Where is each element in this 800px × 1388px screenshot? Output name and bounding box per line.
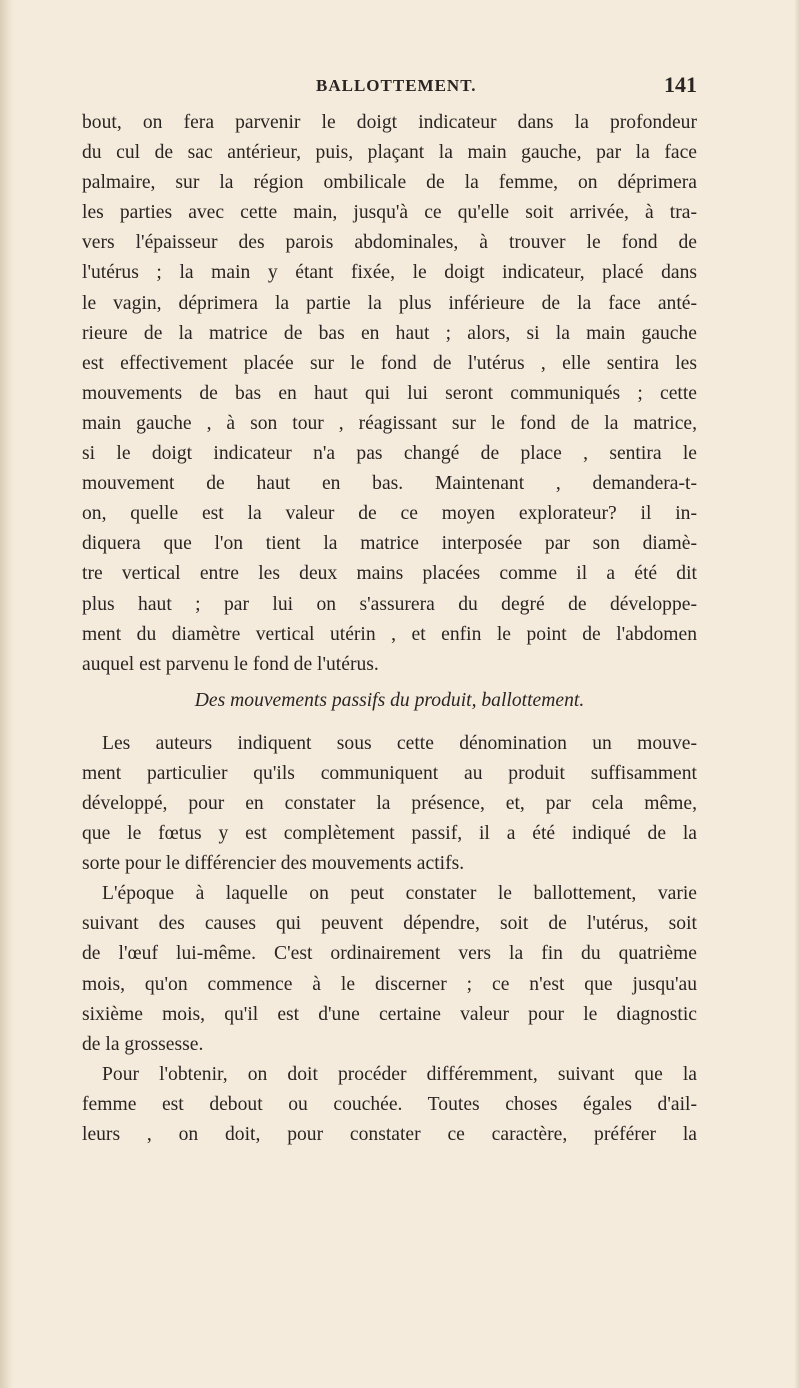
text-line: sorte pour le différencier des mouvements actifs. <box>82 853 465 875</box>
text-line: sixième mois, qu'il est d'une certaine valeur pour le diagnostic <box>82 1003 697 1025</box>
text-line: de l'œuf lui-même. C'est ordinairement vers la fin du quatrième <box>82 943 697 965</box>
text-line: que le fœtus y est complètement passif, il a été indiqué de la <box>82 823 697 845</box>
text-line: ment du diamètre vertical utérin , et enfin le point de l'abdomen <box>82 623 697 645</box>
text-line: si le doigt indicateur n'a pas changé de place , sentira le <box>82 443 697 465</box>
text-line: les parties avec cette main, jusqu'à ce qu'elle soit arrivée, à tra- <box>82 202 697 224</box>
text-line: du cul de sac antérieur, puis, plaçant la main gauche, par la face <box>82 142 697 164</box>
running-head: BALLOTTEMENT. <box>316 76 477 95</box>
text-line: femme est debout ou couchée. Toutes choses égales d'ail- <box>82 1093 697 1115</box>
page-edge-shadow-left <box>0 0 14 1388</box>
text-line: plus haut ; par lui on s'assurera du degré de développe- <box>82 593 697 615</box>
text-line: développé, pour en constater la présence, et, par cela même, <box>82 792 697 814</box>
text-line: tre vertical entre les deux mains placées comme il a été dit <box>82 563 697 585</box>
text-line: palmaire, sur la région ombilicale de la femme, on déprimera <box>82 172 697 194</box>
text-line: vers l'épaisseur des parois abdominales, à trouver le fond de <box>82 232 697 254</box>
text-line: Pour l'obtenir, on doit procéder différemment, suivant que la <box>102 1063 697 1085</box>
text-line: mouvement de haut en bas. Maintenant , demandera-t- <box>82 473 697 495</box>
text-line: diquera que l'on tient la matrice interposée par son diamè- <box>82 533 697 555</box>
page-number: 141 <box>664 72 697 97</box>
paragraph-4 <box>82 1060 697 1150</box>
text-line: leurs , on doit, pour constater ce caractère, préférer la <box>82 1124 697 1145</box>
text-line: de la grossesse. <box>82 1033 204 1055</box>
paragraph-3 <box>82 879 697 1060</box>
text-line: l'utérus ; la main y étant fixée, le doigt indicateur, placé dans <box>82 262 697 284</box>
text-line: Les auteurs indiquent sous cette dénomination un mouve- <box>102 732 697 754</box>
page-edge-shadow-right <box>794 0 800 1388</box>
text-line: auquel est parvenu le fond de l'utérus. <box>82 653 379 675</box>
page-header <box>82 74 697 104</box>
body-text <box>82 108 697 1150</box>
text-line: est effectivement placée sur le fond de l'utérus , elle sentira les <box>82 352 697 374</box>
text-line: mois, qu'on commence à le discerner ; ce n'est que jusqu'au <box>82 973 697 995</box>
text-line: L'époque à laquelle on peut constater le ballottement, varie <box>102 883 697 905</box>
paragraph-1 <box>82 108 697 680</box>
text-line: main gauche , à son tour , réagissant sur le fond de la matrice, <box>82 412 697 434</box>
text-line: bout, on fera parvenir le doigt indicateur dans la profondeur <box>82 112 697 133</box>
text-line: ment particulier qu'ils communiquent au produit suffisamment <box>82 762 697 784</box>
text-line: le vagin, déprimera la partie la plus inférieure de la face anté- <box>82 292 697 314</box>
text-line: mouvements de bas en haut qui lui seront communiqués ; cette <box>82 382 697 404</box>
section-heading: Des mouvements passifs du produit, ballottement. <box>194 689 585 711</box>
text-line: on, quelle est la valeur de ce moyen explorateur? il in- <box>82 503 697 525</box>
text-line: suivant des causes qui peuvent dépendre, soit de l'utérus, soit <box>82 913 697 935</box>
text-line: rieure de la matrice de bas en haut ; alors, si la main gauche <box>82 322 697 344</box>
paragraph-2 <box>82 729 697 879</box>
